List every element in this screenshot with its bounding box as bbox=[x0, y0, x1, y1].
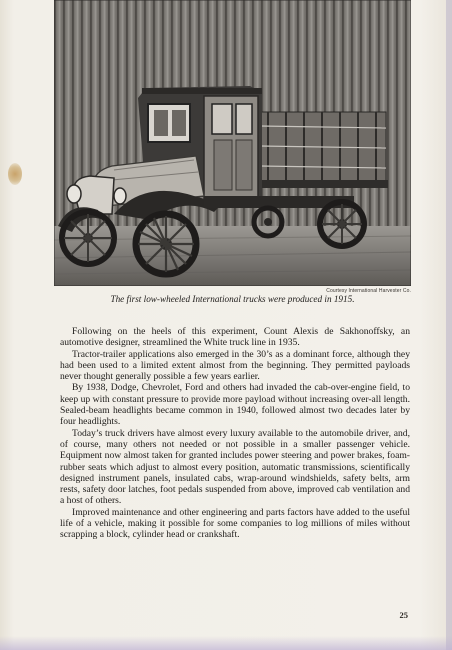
page-edge-shadow bbox=[446, 0, 452, 650]
paragraph-2: Tractor-trailer applications also emerged in the 30’s as a dominant force, although they had been used to a limited extent almost from the beginning. They permitted payloads never thought generally possible a few years earlier. bbox=[60, 348, 410, 383]
page-number: 25 bbox=[399, 610, 408, 620]
photo-credit: Courtesy International Harvester Co. bbox=[326, 288, 411, 294]
paragraph-1: Following on the heels of this experiment, Count Alexis de Sakhonoffsky, an automotive designer, streamlined the White truck line in 1935. bbox=[60, 326, 410, 349]
paragraph-5: Improved maintenance and other engineering and parts factors have added to the useful life of a vehicle, making it possible for some companies to log millions of miles without scrapping a block, cylinder head or crankshaft. bbox=[60, 506, 410, 541]
photo-caption: The first low-wheeled International trucks were produced in 1915. bbox=[110, 294, 355, 304]
truck-photograph bbox=[54, 0, 411, 286]
front-wheel bbox=[62, 212, 114, 264]
page-bottom-tint bbox=[0, 636, 452, 650]
truck-photo-illustration bbox=[54, 0, 411, 286]
paragraph-4: Today’s truck drivers have almost every luxury available to the automobile driver, and, of course, many others not needed or not possible in a smaller passenger vehicle. Equipment now almost taken for granted includes power steering and power brakes, foam-rubber seats which adjust to almost every position, automatic transmissions, scientifically designed instrument panels, insulated cabs, wrap-around windshields, safety belts, arm rests, safety door latches, foot pedals suspended from above, improved cab ventilation and a host of others. bbox=[60, 427, 410, 507]
article-body bbox=[60, 326, 410, 541]
paragraph-3: By 1938, Dodge, Chevrolet, Ford and others had invaded the cab-over-engine field, to keep up with constant pressure to provide more payload without increasing over-all length. Sealed-beam headlights became common in 1940, followed almost two decades later by four headlights. bbox=[60, 382, 410, 428]
paper-stain bbox=[8, 163, 22, 185]
